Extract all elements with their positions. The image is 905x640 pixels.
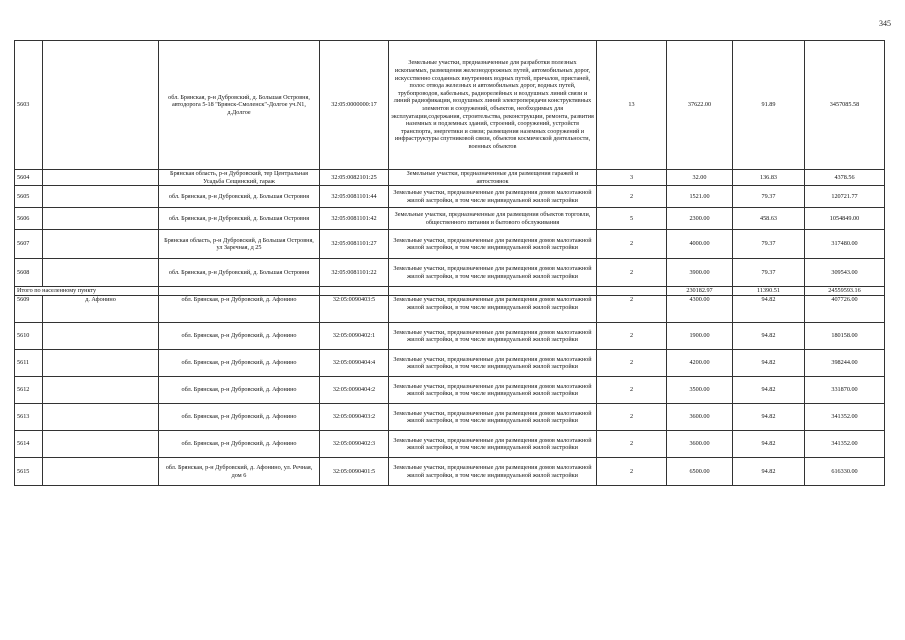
cadastral-number-cell: 32:05:0090402:3 bbox=[320, 431, 389, 458]
table-row bbox=[15, 208, 885, 230]
land-use-code-cell: 2 bbox=[597, 404, 667, 431]
specific-value-cell: 94.82 bbox=[733, 458, 805, 486]
land-use-cell: Земельные участки, предназначенные для размещения домов малоэтажной жилой застройки, в том числе индивидуальной жилой застройки bbox=[389, 259, 597, 287]
row-number-cell: 5607 bbox=[15, 230, 43, 259]
cadastral-value-cell: 3457085.58 bbox=[805, 41, 885, 170]
specific-value-cell: 94.82 bbox=[733, 350, 805, 377]
table-row bbox=[15, 41, 885, 170]
area-cell: 32.00 bbox=[667, 170, 733, 186]
total-label-cell: Итого по населенному пункту bbox=[15, 287, 159, 296]
table-row bbox=[15, 230, 885, 259]
row-number-cell: 5613 bbox=[15, 404, 43, 431]
empty-cell bbox=[389, 287, 597, 296]
cadastral-value-cell: 180158.00 bbox=[805, 323, 885, 350]
cadastral-number-cell: 32:05:0081101:22 bbox=[320, 259, 389, 287]
area-cell: 4300.00 bbox=[667, 296, 733, 323]
page-number: 345 bbox=[879, 19, 891, 28]
cadastral-number-cell: 32:05:0090402:1 bbox=[320, 323, 389, 350]
land-valuation-table-wrap bbox=[14, 40, 884, 486]
empty-cell bbox=[43, 259, 159, 287]
land-use-code-cell: 3 bbox=[597, 170, 667, 186]
address-cell: обл. Брянская, р-н Дубровский, д. Афонино bbox=[159, 431, 320, 458]
cadastral-value-cell: 616330.00 bbox=[805, 458, 885, 486]
address-cell: обл. Брянская, р-н Дубровский, д. Афонино bbox=[159, 404, 320, 431]
empty-cell bbox=[43, 208, 159, 230]
land-use-cell: Земельные участки, предназначенные для размещения домов малоэтажной жилой застройки, в том числе индивидуальной жилой застройки bbox=[389, 404, 597, 431]
empty-cell bbox=[43, 323, 159, 350]
table-row bbox=[15, 404, 885, 431]
specific-value-cell: 91.89 bbox=[733, 41, 805, 170]
empty-cell bbox=[43, 377, 159, 404]
land-use-cell: Земельные участки, предназначенные для размещения объектов торговли, общественного питания и бытового обслуживания bbox=[389, 208, 597, 230]
cadastral-value-cell: 317480.00 bbox=[805, 230, 885, 259]
area-cell: 3900.00 bbox=[667, 259, 733, 287]
cadastral-number-cell: 32:05:0090403:2 bbox=[320, 404, 389, 431]
area-cell: 6500.00 bbox=[667, 458, 733, 486]
specific-value-cell: 136.83 bbox=[733, 170, 805, 186]
land-use-code-cell: 2 bbox=[597, 186, 667, 208]
specific-value-cell: 94.82 bbox=[733, 323, 805, 350]
address-cell: Брянская область, р-н Дубровский, д Большая Островня, ул Заречная, д 25 bbox=[159, 230, 320, 259]
address-cell: обл. Брянская, р-н Дубровский, д. Афонино bbox=[159, 350, 320, 377]
settlement-name-cell: д. Афонино bbox=[43, 296, 159, 323]
table-row bbox=[15, 323, 885, 350]
land-use-cell: Земельные участки, предназначенные для размещения домов малоэтажной жилой застройки, в том числе индивидуальной жилой застройки bbox=[389, 323, 597, 350]
cadastral-value-cell: 1054849.00 bbox=[805, 208, 885, 230]
row-number-cell: 5612 bbox=[15, 377, 43, 404]
area-cell: 4200.00 bbox=[667, 350, 733, 377]
land-use-code-cell: 5 bbox=[597, 208, 667, 230]
cadastral-number-cell: 32:05:0090404:4 bbox=[320, 350, 389, 377]
table-row bbox=[15, 350, 885, 377]
total-area-cell: 230182.97 bbox=[667, 287, 733, 296]
specific-value-cell: 79.37 bbox=[733, 259, 805, 287]
specific-value-cell: 79.37 bbox=[733, 230, 805, 259]
land-use-code-cell: 2 bbox=[597, 323, 667, 350]
empty-cell bbox=[597, 287, 667, 296]
total-specific-value-cell: 11390.51 bbox=[733, 287, 805, 296]
total-cadastral-value-cell: 24559593.16 bbox=[805, 287, 885, 296]
land-use-cell: Земельные участки, предназначенные для размещения домов малоэтажной жилой застройки, в том числе индивидуальной жилой застройки bbox=[389, 431, 597, 458]
cadastral-number-cell: 32:05:0081101:27 bbox=[320, 230, 389, 259]
land-use-code-cell: 2 bbox=[597, 350, 667, 377]
cadastral-value-cell: 341352.00 bbox=[805, 404, 885, 431]
row-number-cell: 5606 bbox=[15, 208, 43, 230]
area-cell: 37622.00 bbox=[667, 41, 733, 170]
empty-cell bbox=[43, 186, 159, 208]
table-row bbox=[15, 259, 885, 287]
table-body bbox=[15, 41, 885, 486]
land-use-cell: Земельные участки, предназначенные для размещения домов малоэтажной жилой застройки, в том числе индивидуальной жилой застройки bbox=[389, 186, 597, 208]
area-cell: 4000.00 bbox=[667, 230, 733, 259]
cadastral-value-cell: 341352.00 bbox=[805, 431, 885, 458]
row-number-cell: 5608 bbox=[15, 259, 43, 287]
table-row bbox=[15, 186, 885, 208]
cadastral-number-cell: 32:05:0090403:5 bbox=[320, 296, 389, 323]
land-use-cell: Земельные участки, предназначенные для размещения домов малоэтажной жилой застройки, в том числе индивидуальной жилой застройки bbox=[389, 377, 597, 404]
row-number-cell: 5611 bbox=[15, 350, 43, 377]
empty-cell bbox=[43, 431, 159, 458]
area-cell: 3600.00 bbox=[667, 404, 733, 431]
address-cell: Брянская область, р-н Дубровский, тер Центральная Усадьба Сещинский, гараж bbox=[159, 170, 320, 186]
land-use-cell: Земельные участки, предназначенные для размещения домов малоэтажной жилой застройки, в том числе индивидуальной жилой застройки bbox=[389, 458, 597, 486]
cadastral-value-cell: 4378.56 bbox=[805, 170, 885, 186]
land-use-code-cell: 2 bbox=[597, 259, 667, 287]
area-cell: 2300.00 bbox=[667, 208, 733, 230]
land-use-cell: Земельные участки, предназначенные для размещения домов малоэтажной жилой застройки, в том числе индивидуальной жилой застройки bbox=[389, 350, 597, 377]
empty-cell bbox=[159, 287, 320, 296]
cadastral-number-cell: 32:05:0082101:25 bbox=[320, 170, 389, 186]
specific-value-cell: 94.82 bbox=[733, 296, 805, 323]
area-cell: 1521.00 bbox=[667, 186, 733, 208]
area-cell: 3500.00 bbox=[667, 377, 733, 404]
specific-value-cell: 94.82 bbox=[733, 404, 805, 431]
area-cell: 3600.00 bbox=[667, 431, 733, 458]
land-use-code-cell: 2 bbox=[597, 431, 667, 458]
row-number-cell: 5605 bbox=[15, 186, 43, 208]
empty-cell bbox=[43, 350, 159, 377]
address-cell: обл. Брянская, р-н Дубровский, д. Большая Островня bbox=[159, 186, 320, 208]
total-row bbox=[15, 287, 885, 296]
address-cell: обл. Брянская, р-н Дубровский, д. Большая Островня, автодорога 5-18 "Брянск-Смоленск"-Долгое уч.N1, д.Долгое bbox=[159, 41, 320, 170]
cadastral-value-cell: 331870.00 bbox=[805, 377, 885, 404]
cadastral-value-cell: 407726.00 bbox=[805, 296, 885, 323]
area-cell: 1900.00 bbox=[667, 323, 733, 350]
table-row bbox=[15, 170, 885, 186]
cadastral-number-cell: 32:05:0081101:42 bbox=[320, 208, 389, 230]
cadastral-number-cell: 32:05:0090404:2 bbox=[320, 377, 389, 404]
cadastral-value-cell: 309543.00 bbox=[805, 259, 885, 287]
row-number-cell: 5610 bbox=[15, 323, 43, 350]
specific-value-cell: 458.63 bbox=[733, 208, 805, 230]
land-use-cell: Земельные участки, предназначенные для размещения домов малоэтажной жилой застройки, в том числе индивидуальной жилой застройки bbox=[389, 296, 597, 323]
empty-cell bbox=[43, 170, 159, 186]
cadastral-value-cell: 120721.77 bbox=[805, 186, 885, 208]
address-cell: обл. Брянская, р-н Дубровский, д. Афонино, ул. Речная, дом 6 bbox=[159, 458, 320, 486]
table-row bbox=[15, 377, 885, 404]
empty-cell bbox=[43, 404, 159, 431]
cadastral-number-cell: 32:05:0000000:17 bbox=[320, 41, 389, 170]
specific-value-cell: 79.37 bbox=[733, 186, 805, 208]
address-cell: обл. Брянская, р-н Дубровский, д. Большая Островня bbox=[159, 259, 320, 287]
row-number-cell: 5614 bbox=[15, 431, 43, 458]
cadastral-value-cell: 398244.00 bbox=[805, 350, 885, 377]
specific-value-cell: 94.82 bbox=[733, 377, 805, 404]
specific-value-cell: 94.82 bbox=[733, 431, 805, 458]
cadastral-number-cell: 32:05:0081101:44 bbox=[320, 186, 389, 208]
land-use-cell: Земельные участки, предназначенные для разработки полезных ископаемых, размещения железнодорожных путей, автомобильных дорог, искусственно созданных внутренних водных путей, причалов, пристаней, полос отвода железных и автомобильных дорог, водных путей, трубопроводов, кабельных, радиорелейных и воздушных линий связи и линий радиофикации, воздушных линий электропередачи конструктивных элементов и сооружений, объектов, необходимых для эксплуатации,содержания, строительства, реконструкции, ремонта, развития наземных и подземных зданий, строений, сооружений, устройств транспорта, энергетики и связи; размещения наземных сооружений и инфраструктуры спутниковой связи, объектов космической деятельности, военных объектов bbox=[389, 41, 597, 170]
land-valuation-table bbox=[14, 40, 885, 486]
land-use-code-cell: 2 bbox=[597, 377, 667, 404]
table-row bbox=[15, 431, 885, 458]
address-cell: обл. Брянская, р-н Дубровский, д. Афонино bbox=[159, 296, 320, 323]
table-row bbox=[15, 296, 885, 323]
land-use-code-cell: 2 bbox=[597, 230, 667, 259]
land-use-code-cell: 13 bbox=[597, 41, 667, 170]
row-number-cell: 5604 bbox=[15, 170, 43, 186]
address-cell: обл. Брянская, р-н Дубровский, д. Афонино bbox=[159, 323, 320, 350]
cadastral-number-cell: 32:05:0090401:5 bbox=[320, 458, 389, 486]
empty-cell bbox=[43, 230, 159, 259]
row-number-cell: 5609 bbox=[15, 296, 43, 323]
land-use-code-cell: 2 bbox=[597, 458, 667, 486]
address-cell: обл. Брянская, р-н Дубровский, д. Большая Островня bbox=[159, 208, 320, 230]
row-number-cell: 5615 bbox=[15, 458, 43, 486]
empty-cell bbox=[43, 458, 159, 486]
land-use-cell: Земельные участки, предназначенные для размещения домов малоэтажной жилой застройки, в том числе индивидуальной жилой застройки bbox=[389, 230, 597, 259]
row-number-cell: 5603 bbox=[15, 41, 43, 170]
table-row bbox=[15, 458, 885, 486]
land-use-cell: Земельные участки, предназначенные для размещения гаражей и автостоянок bbox=[389, 170, 597, 186]
empty-cell bbox=[43, 41, 159, 170]
land-use-code-cell: 2 bbox=[597, 296, 667, 323]
address-cell: обл. Брянская, р-н Дубровский, д. Афонино bbox=[159, 377, 320, 404]
empty-cell bbox=[320, 287, 389, 296]
